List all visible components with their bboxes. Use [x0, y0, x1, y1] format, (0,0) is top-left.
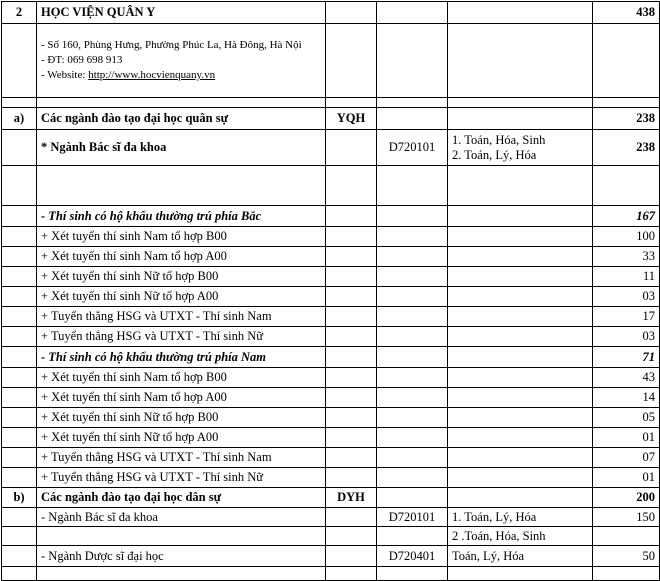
quota-value: 03	[593, 327, 660, 347]
major-name: * Ngành Bác sĩ đa khoa	[37, 130, 326, 166]
civil-major-combo: Toán, Lý, Hóa	[448, 546, 593, 567]
quota-value: 05	[593, 408, 660, 428]
section-a-code: YQH	[326, 108, 377, 130]
major-code: D720101	[377, 130, 448, 166]
major-row	[2, 130, 660, 166]
civil-major-quota: 150	[593, 508, 660, 527]
table-row	[2, 327, 660, 347]
institution-stt: 2	[2, 2, 37, 24]
north-title: - Thí sinh có hộ khẩu thường trú phía Bắc	[37, 206, 326, 227]
section-b-row	[2, 488, 660, 508]
quota-value: 07	[593, 448, 660, 468]
table-row	[2, 267, 660, 287]
major-quota: 238	[593, 130, 660, 166]
quota-label: + Tuyển thẳng HSG và UTXT - Thí sinh Nữ	[37, 468, 326, 488]
south-title: - Thí sinh có hộ khẩu thường trú phía Nam	[37, 347, 326, 368]
combo-item: 2. Toán, Lý, Hóa	[452, 147, 537, 162]
south-group-row	[2, 347, 660, 368]
quota-label: + Xét tuyển thí sinh Nam tổ hợp B00	[37, 368, 326, 388]
table-row	[2, 408, 660, 428]
table-row	[2, 307, 660, 327]
section-a-title: Các ngành đào tạo đại học quân sự	[37, 108, 326, 130]
quota-value: 11	[593, 267, 660, 287]
quota-value: 33	[593, 247, 660, 267]
civil-major-combo: 2 .Toán, Hóa, Sinh	[448, 527, 593, 546]
quota-label: + Tuyển thẳng HSG và UTXT - Thí sinh Nam	[37, 448, 326, 468]
quota-label: + Tuyển thẳng HSG và UTXT - Thí sinh Nữ	[37, 327, 326, 347]
institution-name: HỌC VIỆN QUÂN Y	[37, 2, 326, 24]
quota-label: + Xét tuyển thí sinh Nữ tổ hợp A00	[37, 428, 326, 448]
section-a-stt: a)	[2, 108, 37, 130]
institution-phone: - ĐT: 069 698 913	[41, 54, 123, 66]
civil-major-name: - Ngành Dược sĩ đại học	[37, 546, 326, 567]
civil-major-row	[2, 527, 660, 546]
table-row	[2, 388, 660, 408]
quota-value: 100	[593, 227, 660, 247]
institution-row	[2, 2, 660, 24]
south-total: 71	[593, 347, 660, 368]
section-b-total: 200	[593, 488, 660, 508]
north-group-row	[2, 206, 660, 227]
institution-info-row	[2, 24, 660, 98]
table-row	[2, 428, 660, 448]
section-b-stt: b)	[2, 488, 37, 508]
section-b-code: DYH	[326, 488, 377, 508]
quota-value: 01	[593, 428, 660, 448]
website-label: - Website:	[41, 69, 89, 81]
quota-value: 14	[593, 388, 660, 408]
institution-contact	[37, 24, 326, 98]
quota-label: + Xét tuyển thí sinh Nam tổ hợp B00	[37, 227, 326, 247]
quota-label: + Xét tuyển thí sinh Nam tổ hợp A00	[37, 247, 326, 267]
institution-address: - Số 160, Phùng Hưng, Phường Phúc La, Hà Đông, Hà Nội	[41, 39, 302, 51]
civil-major-name: - Ngành Bác sĩ đa khoa	[37, 508, 326, 527]
table-row	[2, 468, 660, 488]
table-row	[2, 287, 660, 307]
table-row	[2, 227, 660, 247]
spacer-row	[2, 567, 660, 581]
section-a-row	[2, 108, 660, 130]
table-row	[2, 368, 660, 388]
civil-major-code: D720101	[377, 508, 448, 527]
section-a-total: 238	[593, 108, 660, 130]
website-link[interactable]: http://www.hocvienquany.vn	[88, 69, 216, 81]
spacer-row	[2, 98, 660, 108]
table-row	[2, 247, 660, 267]
quota-value: 03	[593, 287, 660, 307]
quota-label: + Xét tuyển thí sinh Nữ tổ hợp B00	[37, 408, 326, 428]
civil-major-row	[2, 508, 660, 527]
quota-value: 01	[593, 468, 660, 488]
section-b-title: Các ngành đào tạo đại học dân sự	[37, 488, 326, 508]
civil-major-code: D720401	[377, 546, 448, 567]
quota-label: + Xét tuyển thí sinh Nam tổ hợp A00	[37, 388, 326, 408]
major-combos	[448, 130, 593, 166]
table-row	[2, 448, 660, 468]
north-total: 167	[593, 206, 660, 227]
civil-major-row	[2, 546, 660, 567]
quota-label: + Xét tuyển thí sinh Nữ tổ hợp B00	[37, 267, 326, 287]
institution-total: 438	[593, 2, 660, 24]
spacer-row	[2, 166, 660, 206]
quota-value: 43	[593, 368, 660, 388]
quota-label: + Xét tuyển thí sinh Nữ tổ hợp A00	[37, 287, 326, 307]
quota-label: + Tuyển thẳng HSG và UTXT - Thí sinh Nam	[37, 307, 326, 327]
quota-value: 17	[593, 307, 660, 327]
civil-major-combo: 1. Toán, Lý, Hóa	[448, 508, 593, 527]
admissions-table	[1, 1, 660, 581]
combo-item: 1. Toán, Hóa, Sinh	[452, 132, 546, 147]
civil-major-quota: 50	[593, 546, 660, 567]
